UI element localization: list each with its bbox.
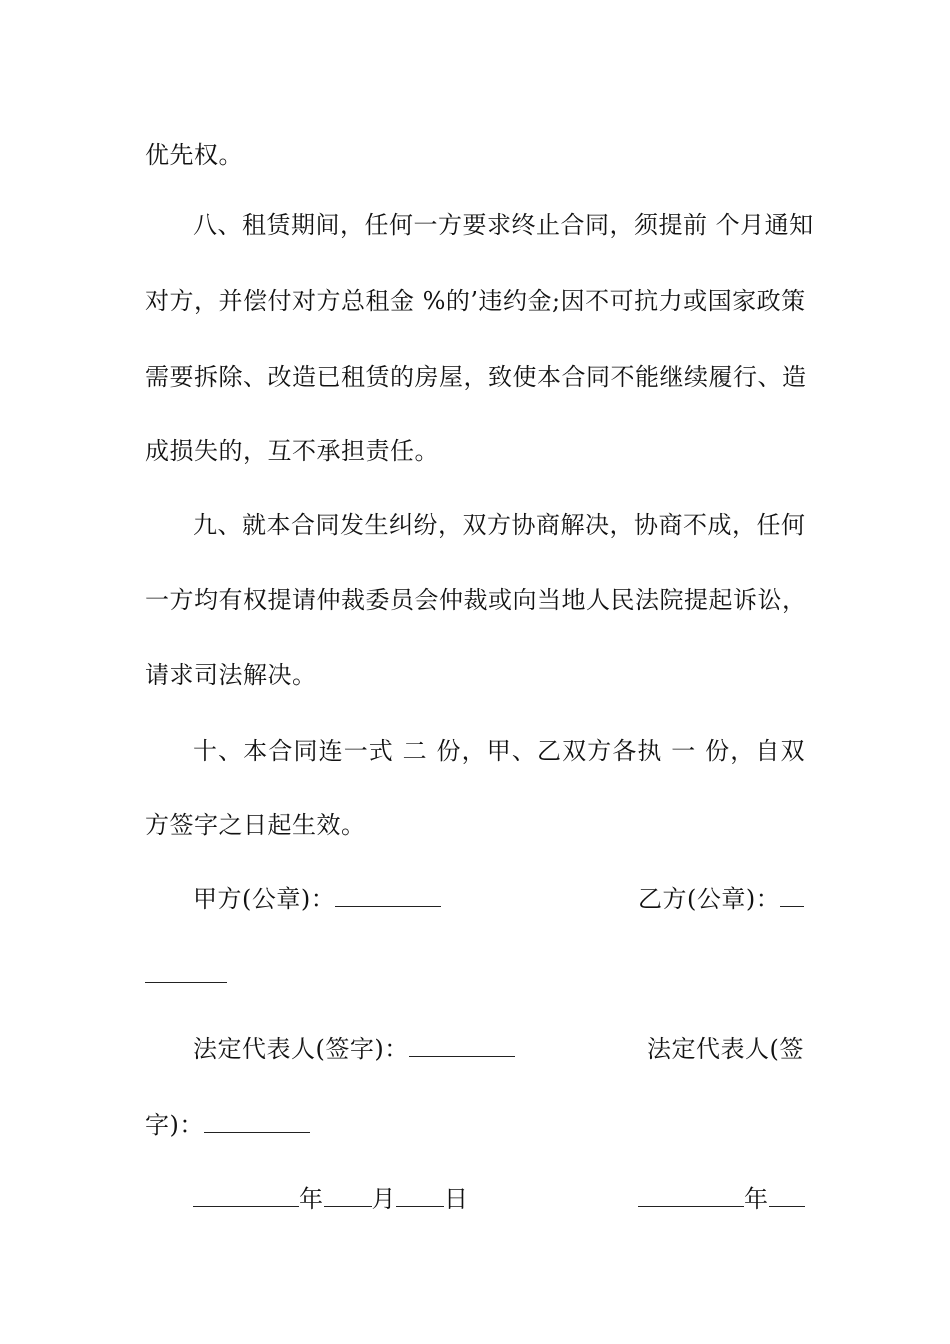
clause-8-line-1: 八、租赁期间，任何一方要求终止合同，须提前 个月通知 (193, 211, 814, 239)
party-b-date-row (638, 1184, 805, 1214)
party-a-seal-row (193, 884, 441, 914)
day-label: 日 (444, 1185, 469, 1213)
party-a-seal-label: 甲方(公章)： (193, 885, 336, 913)
clause-8-line-4: 成损失的，互不承担责任。 (145, 437, 439, 465)
clause-8-line-2: 对方，并偿付对方总租金 %的’违约金;因不可抗力或国家政策 (145, 287, 806, 315)
party-b-seal-row (638, 884, 804, 914)
month-label: 月 (371, 1185, 396, 1213)
party-b-seal-blank[interactable] (780, 888, 804, 907)
clause-8-line-3: 需要拆除、改造已租赁的房屋，致使本合同不能继续履行、造 (145, 363, 807, 391)
party-a-date-row (193, 1184, 469, 1214)
clause-9-line-3: 请求司法解决。 (145, 661, 317, 689)
clause-9-line-2: 一方均有权提请仲裁委员会仲裁或向当地人民法院提起诉讼， (145, 586, 807, 614)
year-label-b: 年 (744, 1185, 769, 1213)
party-a-rep-row (193, 1034, 515, 1064)
party-a-year-blank[interactable] (193, 1188, 299, 1207)
clause-10-line-1: 十、本合同连一式 二 份，甲、乙双方各执 一 份，自双 (193, 737, 805, 765)
text-line: 优先权。 (145, 141, 243, 169)
party-a-seal-blank[interactable] (335, 888, 441, 907)
party-b-rep-label-1: 法定代表人(签 (647, 1035, 804, 1063)
year-label: 年 (299, 1185, 324, 1213)
party-b-month-blank[interactable] (769, 1188, 805, 1207)
party-b-rep-row (145, 1110, 310, 1140)
party-a-rep-blank[interactable] (409, 1038, 515, 1057)
party-a-rep-label: 法定代表人(签字)： (193, 1035, 409, 1063)
party-a-day-blank[interactable] (396, 1188, 444, 1207)
party-b-seal-blank-cont[interactable] (145, 964, 227, 983)
clause-9-line-1: 九、就本合同发生纠纷，双方协商解决，协商不成，任何 (193, 511, 806, 539)
party-b-seal-continuation (145, 960, 227, 990)
clause-10-line-2: 方签字之日起生效。 (145, 811, 366, 839)
party-b-seal-label: 乙方(公章)： (638, 885, 781, 913)
party-a-month-blank[interactable] (324, 1188, 372, 1207)
party-b-rep-blank[interactable] (204, 1114, 310, 1133)
party-b-rep-label-2: 字)： (145, 1111, 204, 1139)
party-b-year-blank[interactable] (638, 1188, 744, 1207)
